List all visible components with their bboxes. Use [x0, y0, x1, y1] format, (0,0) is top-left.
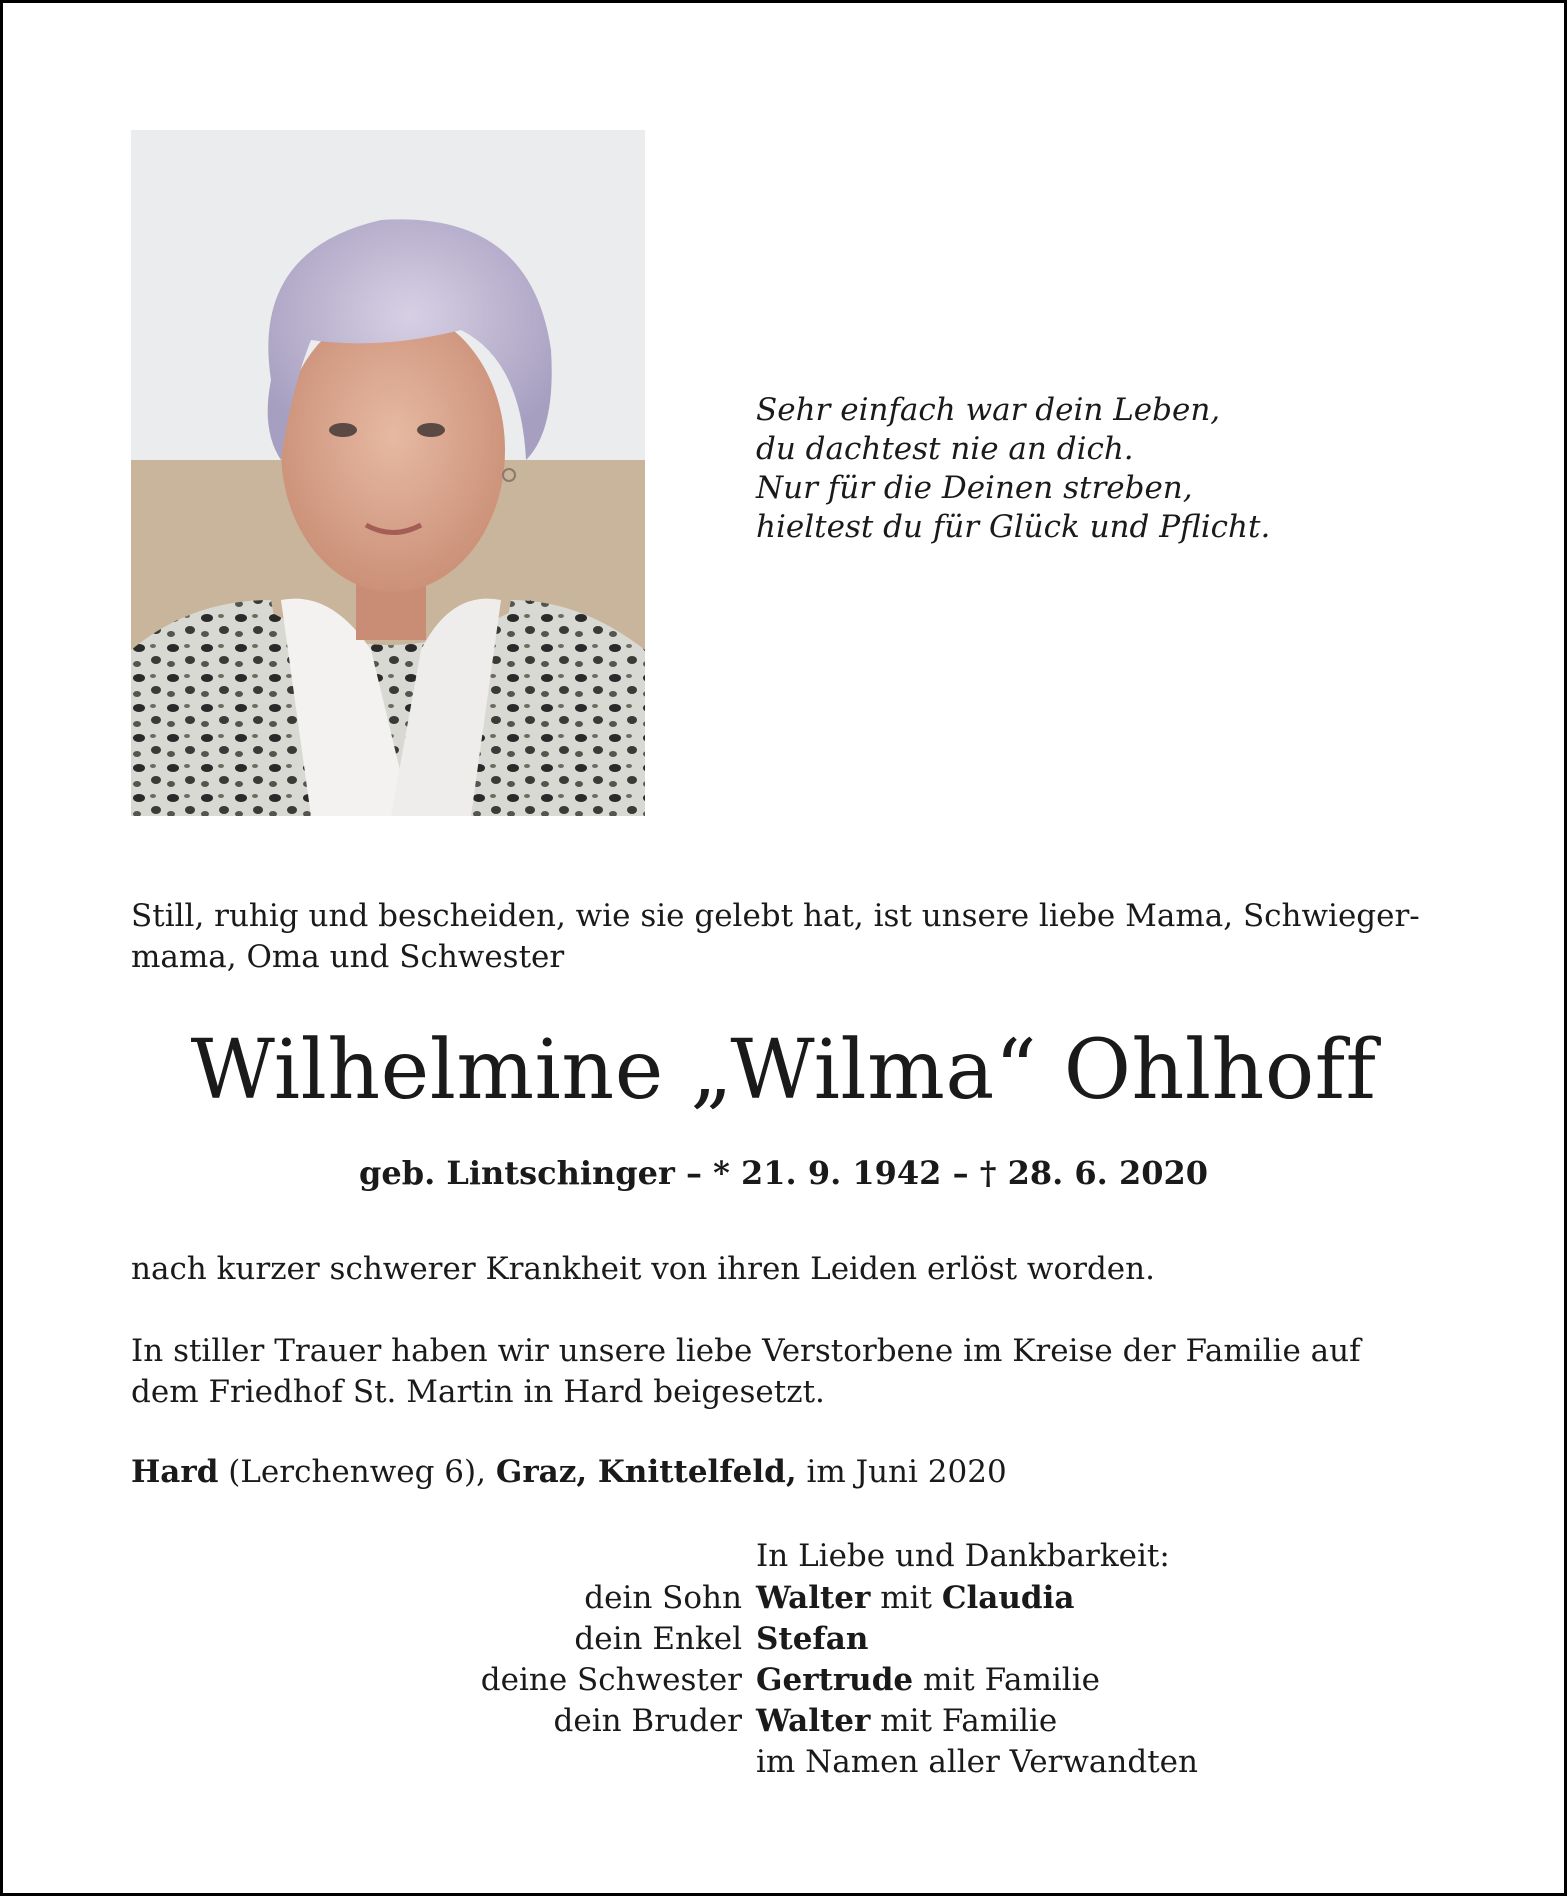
place-city: Hard [131, 1454, 219, 1490]
poem-line: Nur für die Deinen streben, [756, 470, 1193, 506]
family-name: Gertrude [756, 1662, 914, 1698]
family-name: Walter [756, 1580, 871, 1616]
family-name: Walter [756, 1703, 871, 1739]
family-relation: dein Sohn [584, 1580, 742, 1616]
intro-line: mama, Oma und Schwester [131, 939, 565, 975]
family-connector: mit Familie [913, 1662, 1100, 1698]
portrait-photo [131, 130, 645, 816]
family-relation: dein Bruder [553, 1703, 742, 1739]
family-connector: im Namen aller Verwandten [756, 1744, 1198, 1780]
family-relation [131, 1742, 756, 1783]
birth-death-dates: geb. Lintschinger – * 21. 9. 1942 – † 28. 6. 2020 [358, 1154, 1209, 1192]
burial-statement [131, 1331, 1451, 1413]
place-city: Graz, [495, 1454, 588, 1490]
family-relation: deine Schwester [480, 1662, 742, 1698]
place-city: Knittelfeld, [587, 1454, 797, 1490]
poem-line: hieltest du für Glück und Pflicht. [756, 509, 1271, 545]
family-row [131, 1619, 1431, 1660]
intro-line: Still, ruhig und bescheiden, wie sie gelebt hat, ist unsere liebe Mama, Schwieger- [131, 898, 1420, 934]
intro-text [131, 896, 1451, 978]
portrait-icon [131, 130, 645, 816]
family-row [131, 1742, 1431, 1783]
family-connector: mit [870, 1580, 942, 1616]
place-and-date [131, 1452, 1007, 1493]
family-row [131, 1578, 1431, 1619]
family-row [131, 1660, 1431, 1701]
signoff: In Liebe und Dankbarkeit: [756, 1538, 1170, 1574]
burial-line: dem Friedhof St. Martin in Hard beigesetzt. [131, 1374, 825, 1410]
place-month: im Juni 2020 [796, 1454, 1007, 1490]
poem-line: du dachtest nie an dich. [756, 431, 1134, 467]
family-connector: mit Familie [870, 1703, 1058, 1739]
family-name: Stefan [756, 1621, 869, 1657]
burial-line: In stiller Trauer haben wir unsere liebe Verstorbene im Kreise der Familie auf [131, 1333, 1361, 1369]
family-partner: Claudia [941, 1580, 1075, 1616]
family-row [131, 1701, 1431, 1742]
poem-line: Sehr einfach war dein Leben, [756, 392, 1221, 428]
family-list [131, 1578, 1431, 1783]
deceased-name: Wilhelmine „Wilma“ Ohlhoff [190, 1023, 1377, 1118]
family-relation: dein Enkel [574, 1621, 742, 1657]
memorial-poem [756, 391, 1356, 547]
passing-statement: nach kurzer schwerer Krankheit von ihren Leiden erlöst worden. [131, 1251, 1155, 1287]
place-address: (Lerchenweg 6), [218, 1454, 496, 1490]
